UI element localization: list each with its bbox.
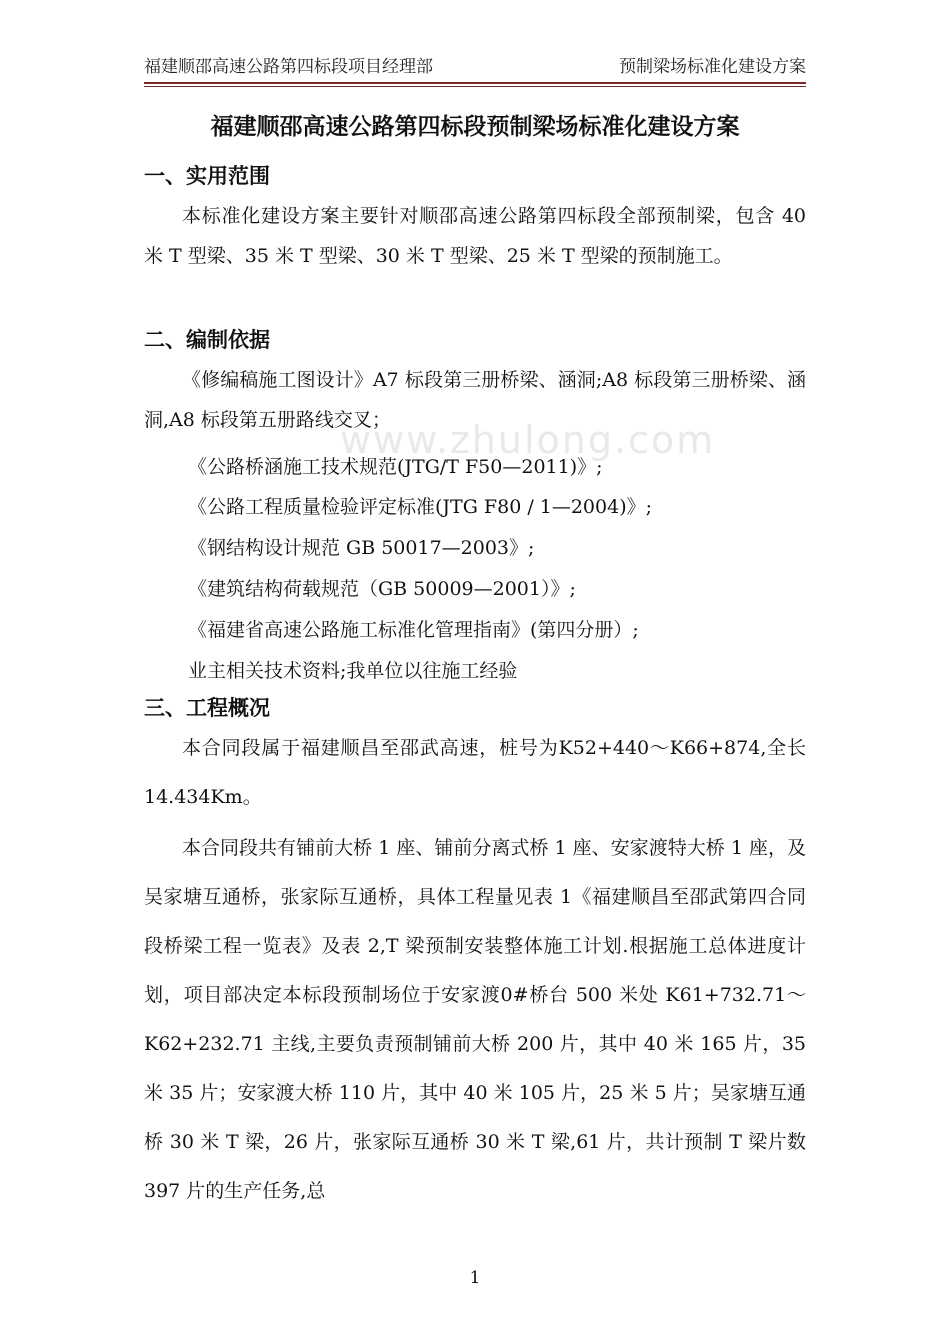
reference-item: 《公路桥涵施工技术规范(JTG/T F50—2011)》;: [188, 456, 603, 478]
section-3-paragraph-2: 本合同段共有铺前大桥 1 座、铺前分离式桥 1 座、安家渡特大桥 1 座，及吴家塘互通桥，张家际互通桥，具体工程量见表 1《福建顺昌至邵武第四合同段桥梁工程一览表》及表 2,T 梁预制安装整体施工计划.根据施工总体进度计划，项目部决定本标段预制场位于安家渡0#桥台 500 米处 K61+732.71～K62+232.71 主线,主要负责预制铺前大桥 200 片，其中 40 米 165 片，35 米 35 片；安家渡大桥 110 片，其中 40 米 105 片，25 米 5 片；吴家塘互通桥 30 米 T 梁，26 片，张家际互通桥 30 米 T 梁,61 片，共计预制 T 梁片数 397 片的生产任务,总: [144, 837, 806, 1202]
page-number: 1: [469, 1268, 481, 1288]
section-1-paragraph: 本标准化建设方案主要针对顺邵高速公路第四标段全部预制梁，包含 40 米 T 型梁、35 米 T 型梁、30 米 T 型梁、25 米 T 型梁的预制施工。: [144, 205, 806, 267]
header-right-text: 预制梁场标准化建设方案: [619, 57, 806, 77]
reference-item: 《福建省高速公路施工标准化管理指南》(第四分册）;: [188, 619, 639, 641]
reference-item: 业主相关技术资料;我单位以往施工经验: [188, 660, 518, 682]
header-left-text: 福建顺邵高速公路第四标段项目经理部: [144, 57, 433, 77]
section-2-heading: 二、编制依据: [144, 328, 270, 352]
watermark: www.zhulong.com: [340, 418, 716, 462]
section-3-paragraph-1: 本合同段属于福建顺昌至邵武高速，桩号为K52+440～K66+874,全长 14.434Km。: [144, 737, 806, 808]
section-2-paragraph-1: 《修编稿施工图设计》A7 标段第三册桥梁、涵洞;A8 标段第三册桥梁、涵洞,A8 标段第五册路线交叉；: [144, 369, 806, 431]
reference-item: 《钢结构设计规范 GB 50017—2003》;: [188, 537, 535, 559]
section-1-heading: 一、实用范围: [144, 164, 270, 188]
reference-item: 《公路工程质量检验评定标准(JTG F80 / 1—2004)》;: [188, 496, 653, 518]
reference-item: 《建筑结构荷载规范（GB 50009—2001）》;: [188, 578, 576, 600]
page-header: [144, 50, 806, 82]
header-rule: [144, 82, 806, 84]
document-title: 福建顺邵高速公路第四标段预制梁场标准化建设方案: [210, 114, 740, 140]
header-rule-thin: [144, 86, 806, 87]
section-3-heading: 三、工程概况: [144, 696, 270, 720]
